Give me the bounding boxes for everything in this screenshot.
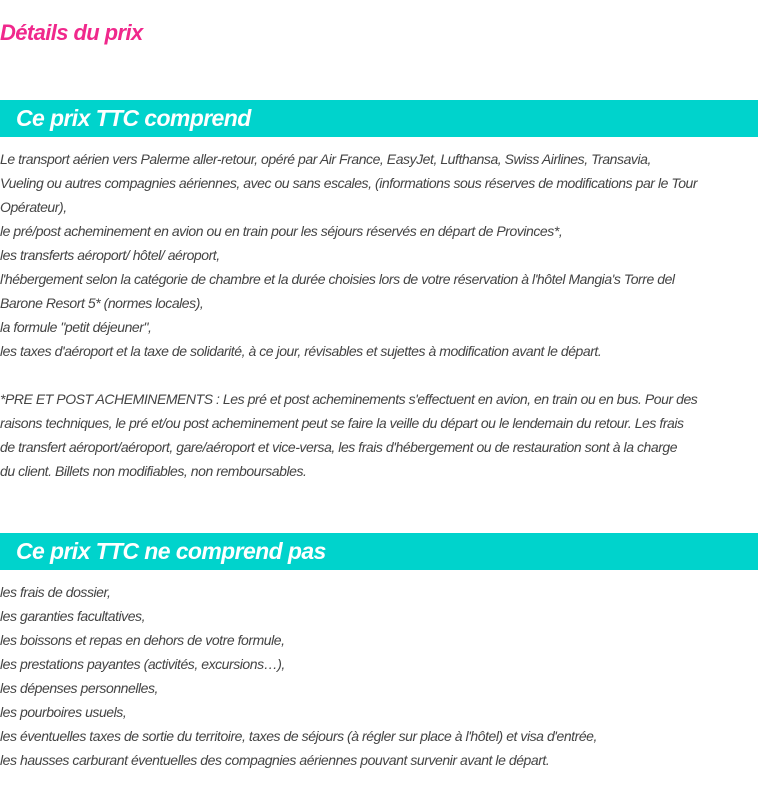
included-line: l'hébergement selon la catégorie de chambre et la durée choisies lors de votre réservation à l'hôtel Mangia's Torre del	[0, 271, 675, 287]
excluded-line: les éventuelles taxes de sortie du territoire, taxes de séjours (à régler sur place à l'hôtel) et visa d'entrée,	[0, 728, 597, 744]
included-line: Barone Resort 5* (normes locales),	[0, 295, 204, 311]
note-line: *PRE ET POST ACHEMINEMENTS : Les pré et post acheminements s'effectuent en avion, en train ou en bus. Pour des	[0, 391, 698, 407]
included-line: les taxes d'aéroport et la taxe de solidarité, à ce jour, révisables et sujettes à modification avant le départ.	[0, 343, 602, 359]
excluded-line: les hausses carburant éventuelles des compagnies aériennes pouvant survenir avant le départ.	[0, 752, 550, 768]
included-line: Vueling ou autres compagnies aériennes, avec ou sans escales, (informations sous réserves de modifications par le Tour	[0, 175, 698, 191]
excluded-line: les frais de dossier,	[0, 584, 111, 600]
excluded-line: les prestations payantes (activités, excursions…),	[0, 656, 285, 672]
included-line: Opérateur),	[0, 199, 67, 215]
excluded-line: les boissons et repas en dehors de votre formule,	[0, 632, 285, 648]
included-line: les transferts aéroport/ hôtel/ aéroport,	[0, 247, 220, 263]
acheminement-note	[0, 387, 758, 483]
included-line: Le transport aérien vers Palerme aller-retour, opéré par Air France, EasyJet, Lufthansa, Swiss Airlines, Transavia,	[0, 151, 651, 167]
included-heading: Ce prix TTC comprend	[0, 100, 758, 137]
excluded-line: les pourboires usuels,	[0, 704, 127, 720]
included-line: la formule "petit déjeuner",	[0, 319, 152, 335]
excluded-list	[0, 580, 758, 772]
excluded-line: les garanties facultatives,	[0, 608, 146, 624]
note-line: de transfert aéroport/aéroport, gare/aéroport et vice-versa, les frais d'hébergement ou de restauration sont à la charge	[0, 439, 678, 455]
included-list	[0, 147, 758, 363]
page-title: Détails du prix	[0, 20, 143, 45]
excluded-line: les dépenses personnelles,	[0, 680, 158, 696]
excluded-heading: Ce prix TTC ne comprend pas	[0, 533, 758, 570]
note-line: du client. Billets non modifiables, non remboursables.	[0, 463, 307, 479]
included-line: le pré/post acheminement en avion ou en train pour les séjours réservés en départ de Provinces*,	[0, 223, 563, 239]
note-line: raisons techniques, le pré et/ou post acheminement peut se faire la veille du départ ou le lendemain du retour. Les frais	[0, 415, 684, 431]
